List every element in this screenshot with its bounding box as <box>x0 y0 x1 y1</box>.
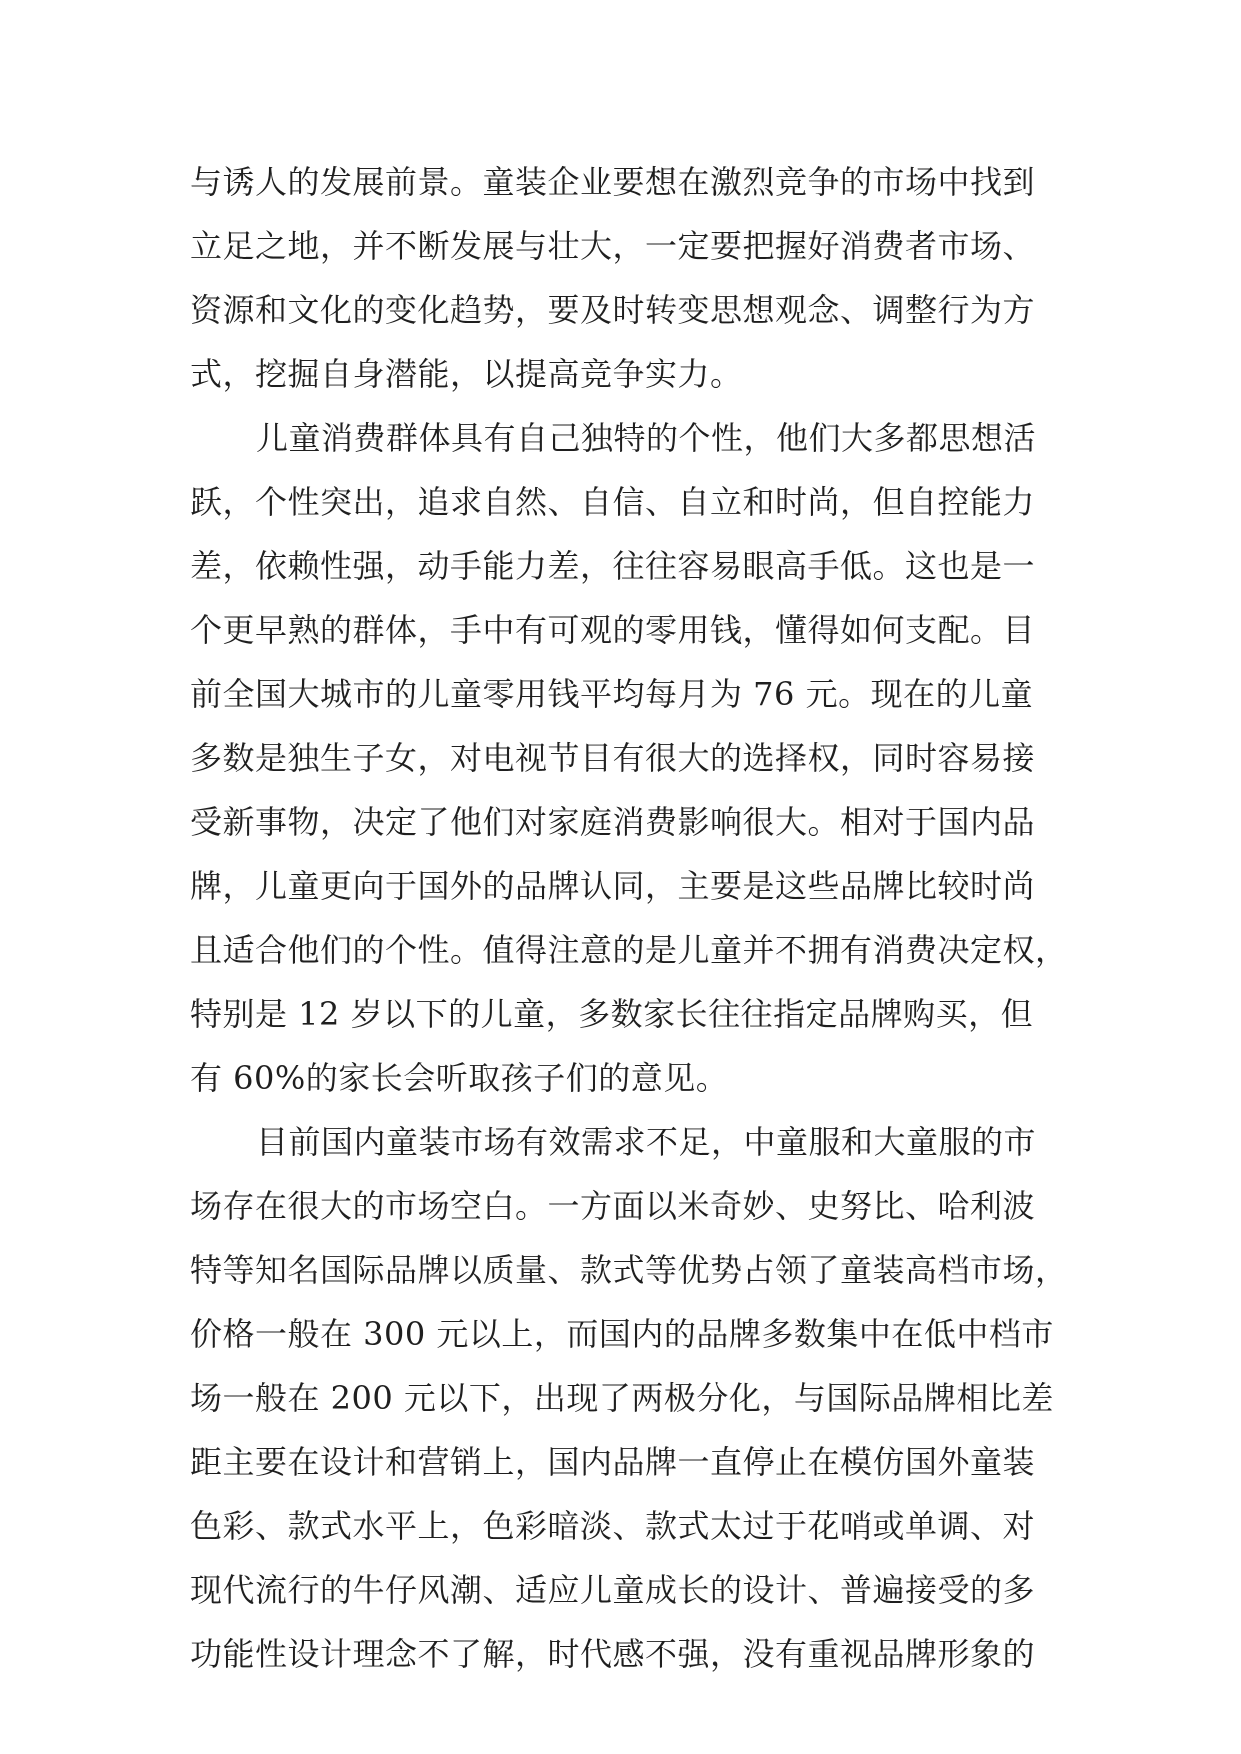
text-line: 前全国大城市的儿童零用钱平均每月为 76 元。现在的儿童 <box>190 675 1034 713</box>
text-line: 牌，儿童更向于国外的品牌认同，主要是这些品牌比较时尚 <box>190 867 1036 905</box>
text-line: 且适合他们的个性。值得注意的是儿童并不拥有消费决定权， <box>190 931 1068 969</box>
text-line: 色彩、款式水平上，色彩暗淡、款式太过于花哨或单调、对 <box>190 1507 1036 1545</box>
text-line: 儿童消费群体具有自己独特的个性，他们大多都思想活 <box>256 419 1037 457</box>
text-line: 资源和文化的变化趋势，要及时转变思想观念、调整行为方 <box>190 291 1036 329</box>
text-line: 距主要在设计和营销上，国内品牌一直停止在模仿国外童装 <box>190 1443 1036 1481</box>
paragraph-1 <box>190 150 1070 406</box>
text-line: 场一般在 200 元以下，出现了两极分化，与国际品牌相比差 <box>190 1379 1054 1417</box>
text-line: 有 60%的家长会听取孩子们的意见。 <box>190 1059 729 1097</box>
text-line: 现代流行的牛仔风潮、适应儿童成长的设计、普遍接受的多 <box>190 1571 1036 1609</box>
text-line: 跃，个性突出，追求自然、自信、自立和时尚，但自控能力 <box>190 483 1036 521</box>
paragraph-2 <box>190 406 1070 1110</box>
text-line: 式，挖掘自身潜能，以提高竞争实力。 <box>190 355 743 393</box>
text-line: 价格一般在 300 元以上，而国内的品牌多数集中在低中档市 <box>190 1315 1054 1353</box>
text-line: 目前国内童装市场有效需求不足，中童服和大童服的市 <box>256 1123 1037 1161</box>
text-line: 多数是独生子女，对电视节目有很大的选择权，同时容易接 <box>190 739 1036 777</box>
body-text <box>190 150 1070 1686</box>
text-line: 场存在很大的市场空白。一方面以米奇妙、史努比、哈利波 <box>190 1187 1036 1225</box>
text-line: 与诱人的发展前景。童装企业要想在激烈竞争的市场中找到 <box>190 163 1036 201</box>
text-line: 差，依赖性强，动手能力差，往往容易眼高手低。这也是一 <box>190 547 1036 585</box>
text-line: 特别是 12 岁以下的儿童，多数家长往往指定品牌购买，但 <box>190 995 1034 1033</box>
text-line: 功能性设计理念不了解，时代感不强，没有重视品牌形象的 <box>190 1635 1036 1673</box>
text-line: 特等知名国际品牌以质量、款式等优势占领了童装高档市场， <box>190 1251 1068 1289</box>
paragraph-3 <box>190 1110 1070 1686</box>
text-line: 受新事物，决定了他们对家庭消费影响很大。相对于国内品 <box>190 803 1036 841</box>
text-line: 个更早熟的群体，手中有可观的零用钱，懂得如何支配。目 <box>190 611 1036 649</box>
text-line: 立足之地，并不断发展与壮大，一定要把握好消费者市场、 <box>190 227 1036 265</box>
